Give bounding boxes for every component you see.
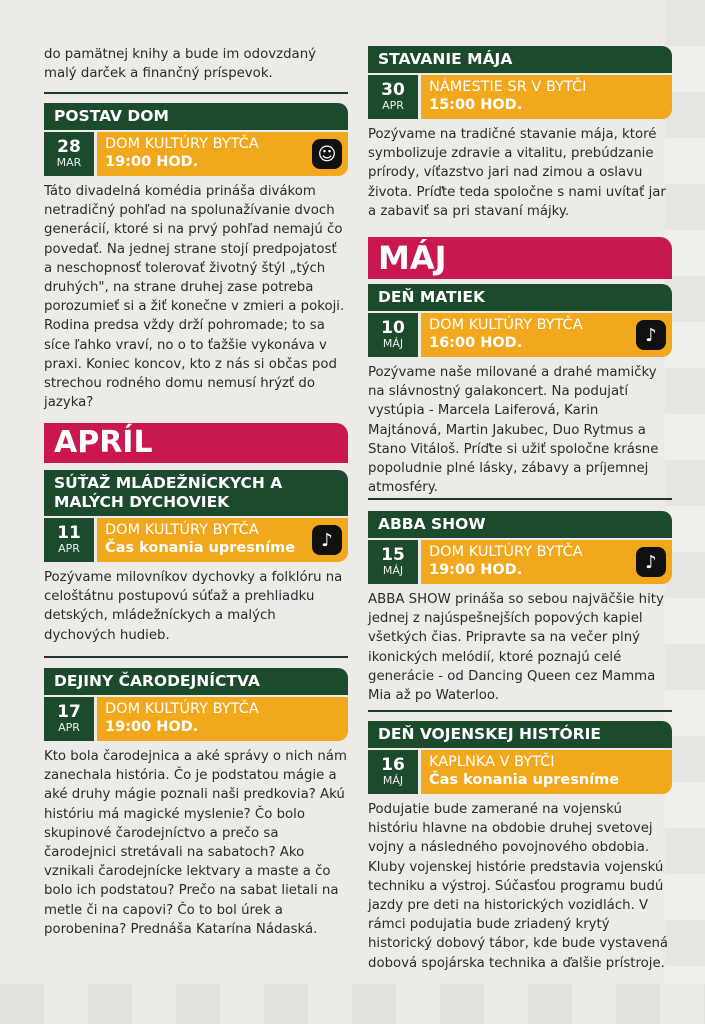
event-postav-dom	[44, 103, 348, 412]
date-month: MÁJ	[382, 774, 404, 787]
date-day: 15	[381, 545, 405, 565]
event-title: ABBA SHOW	[368, 511, 672, 538]
event-date	[368, 750, 418, 794]
event-time: 19:00 HOD.	[105, 154, 199, 170]
event-date	[368, 313, 418, 357]
event-place: DOM KULTÚRY BYTČA	[105, 701, 259, 717]
divider	[44, 92, 348, 94]
event-title: POSTAV DOM	[44, 103, 348, 130]
event-date	[368, 75, 418, 119]
date-day: 10	[381, 318, 405, 338]
date-month: APR	[58, 721, 80, 734]
event-title: STAVANIE MÁJA	[368, 46, 672, 73]
date-month: APR	[58, 542, 80, 555]
event-time: Čas konania upresníme	[429, 772, 620, 788]
event-date	[368, 540, 418, 584]
date-month: MÁJ	[382, 337, 404, 350]
month-heading: MÁJ	[368, 237, 672, 279]
event-den-vojenskej-historie	[368, 721, 672, 973]
event-info	[97, 518, 348, 562]
date-day: 30	[381, 80, 405, 100]
event-sutaz	[44, 470, 348, 645]
event-description: Podujatie bude zamerané na vojenskú históriu hlavne na obdobie druhej svetovej vojny a následného povojnového obdobia. Kluby vojenskej histórie predstavia vojenskú techniku a výstroj. Súčasťou programu budú jazdy pre deti na historických vozidlách. V rámci podujatia bude zriadený krytý historický dobový tábor, kde bude vystavená dobová spojárska technika a ďalšie prístroje.	[368, 802, 669, 971]
event-info	[421, 313, 672, 357]
event-description: ABBA SHOW prináša so sebou najväčšie hity jednej z najúspešnejších popových kapiel všetkých čias. Pripravte sa na večer plný ikonických melódií, ktoré poznajú celé generácie - od Dancing Queen cez Mamma Mia až po Waterloo.	[368, 592, 664, 704]
event-description: Pozývame naše milované a drahé mamičky na slávnostný galakoncert. Na podujatí vystúpia - Marcela Laiferová, Karin Majtánová, Martin Jakubec, Duo Rytmus a Stano Vitáloš. Príďte si užiť spoločne krásne popoludnie plné lásky, zábavy a príjemnej atmosféry.	[368, 365, 659, 496]
event-info	[97, 697, 348, 741]
event-title: DEŇ MATIEK	[368, 284, 672, 311]
event-date	[44, 518, 94, 562]
event-place: DOM KULTÚRY BYTČA	[429, 317, 583, 333]
event-info	[421, 540, 672, 584]
event-place: KAPLNKA V BYTČI	[429, 754, 555, 770]
event-den-matiek	[368, 284, 672, 497]
music-note-icon: ♪	[312, 525, 342, 555]
month-heading: APRÍL	[44, 423, 348, 463]
intro-text: do pamätnej knihy a bude im odovzdaný malý darček a finančný príspevok.	[44, 47, 316, 82]
event-place: NÁMESTIE SR V BYTČI	[429, 79, 587, 95]
date-month: APR	[382, 99, 404, 112]
event-time: 15:00 HOD.	[429, 97, 523, 113]
event-date	[44, 132, 94, 176]
event-description: Pozývame na tradičné stavanie mája, ktoré symbolizuje zdravie a vitalitu, prebúdzanie prírody, víťazstvo jari nad zimou a oslavu života. Príďte teda spoločne s nami uvítať jar a zabaviť sa pri stavaní májky.	[368, 127, 666, 219]
event-abba-show	[368, 511, 672, 705]
event-info	[97, 132, 348, 176]
event-info	[421, 75, 672, 119]
event-place: DOM KULTÚRY BYTČA	[105, 522, 259, 538]
date-month: MÁJ	[382, 564, 404, 577]
event-title: SÚŤAŽ MLÁDEŽNÍCKYCH A MALÝCH DYCHOVIEK	[44, 470, 348, 516]
event-time: 19:00 HOD.	[105, 719, 199, 735]
divider	[44, 656, 348, 658]
date-day: 28	[57, 137, 81, 157]
event-stavanie-maja	[368, 46, 672, 221]
date-day: 11	[57, 523, 81, 543]
music-note-icon: ♪	[636, 547, 666, 577]
event-place: DOM KULTÚRY BYTČA	[429, 544, 583, 560]
event-dejiny	[44, 668, 348, 939]
event-description: Táto divadelná komédia prináša divákom netradičný pohľad na spolunažívanie dvoch generácií, ktoré si na prvý pohľad nemajú čo povedať. Na jednej strane stojí predpojatosť a neschopnosť tolerovať životný štýl „tých druhých", na strane druhej zase potreba porozumieť si a žiť konečne v zmieri a pokoji. Rodina predsa vždy drží pohromade; to sa síce ľahko vraví, no o to ťažšie vykonáva v praxi. Koniec koncov, kto z nás si občas pod strechou rodného domu nemusí hrýzť do jazyka?	[44, 184, 345, 411]
divider	[368, 498, 672, 500]
date-day: 17	[57, 702, 81, 722]
month-maj	[368, 237, 672, 279]
event-place: DOM KULTÚRY BYTČA	[105, 136, 259, 152]
month-april	[44, 423, 348, 463]
theater-masks-icon: ☺	[312, 139, 342, 169]
decor-strip-bottom	[0, 984, 705, 1024]
divider	[368, 710, 672, 712]
date-month: MAR	[56, 156, 82, 169]
event-title: DEŇ VOJENSKEJ HISTÓRIE	[368, 721, 672, 748]
event-time: 16:00 HOD.	[429, 335, 523, 351]
event-date	[44, 697, 94, 741]
event-info	[421, 750, 672, 794]
music-note-icon: ♪	[636, 320, 666, 350]
event-title: DEJINY ČARODEJNÍCTVA	[44, 668, 348, 695]
date-day: 16	[381, 755, 405, 775]
event-time: 19:00 HOD.	[429, 562, 523, 578]
event-description: Pozývame milovníkov dychovky a folklóru na celoštátnu postupovú súťaž a prehliadku detských, mládežníckych a malých dychových hudieb.	[44, 570, 343, 643]
event-time: Čas konania upresníme	[105, 540, 296, 556]
event-description: Kto bola čarodejnica a aké správy o nich nám zanechala história. Čo je podstatou mágie a aké druhy mágie poznali naši predkovia? Akú históriu má magické myslenie? Čo bolo skupinové čarodejníctvo a prečo sa čarodejnici stretávali na sabatoch? Ako vznikali čarodejnícke lektvary a maste a čo bolo ich podstatou? Prečo na sabat lietali na metle či na capovi? Čo to bol úrek a porobenina? Prednáša Katarína Nádaská.	[44, 749, 347, 937]
